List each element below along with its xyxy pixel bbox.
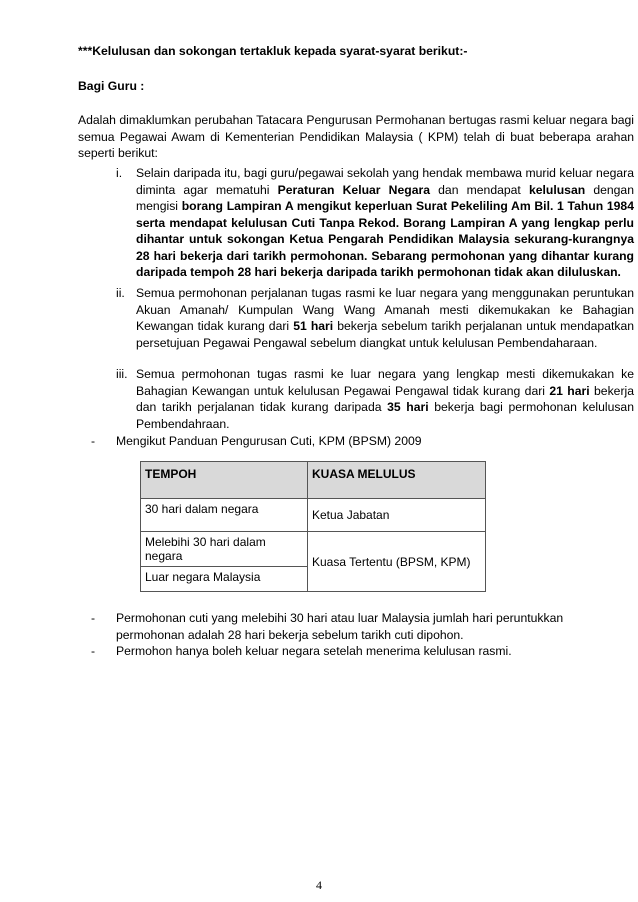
list-number: ii. xyxy=(116,286,125,300)
intro-paragraph: Adalah dimaklumkan perubahan Tatacara Pengurusan Permohanan bertugas rasmi keluar negara bagi semua Pegawai Awam di Kementerian Pendidikan Malaysia ( KPM) telah di buat beberapa arahan seperti berikut: xyxy=(78,113,634,160)
table-row xyxy=(141,532,486,567)
table-cell: Luar negara Malaysia xyxy=(141,567,308,592)
conditions-heading: ***Kelulusan dan sokongan tertakluk kepada syarat-syarat berikut:- xyxy=(78,44,468,58)
table-header-row xyxy=(141,462,486,499)
list-number: i. xyxy=(116,166,123,180)
page-number: 4 xyxy=(316,878,322,892)
list-item-ii xyxy=(116,285,634,351)
bullet-dash: - xyxy=(91,611,96,625)
travel-note: Permohon hanya boleh keluar negara setelah menerima kelulusan rasmi. xyxy=(116,644,512,658)
list-text xyxy=(136,165,634,281)
text-run: bekerja bagi permohonan kelulusan Pembendahraan. xyxy=(136,400,634,431)
bold-run: 21 hari xyxy=(549,383,590,398)
text-run: Semua permohonan tugas rasmi ke luar negara yang lengkap mesti dikemukakan ke Bahagian Kewangan untuk kelulusan Pegawai Pengawal tidak kurang dari xyxy=(136,367,634,398)
table-row xyxy=(141,499,486,532)
bullet-dash: - xyxy=(91,434,96,448)
table-cell: Melebihi 30 hari dalam negara xyxy=(141,532,308,567)
text-run: Selain daripada itu, bagi guru/pegawai sekolah yang hendak membawa murid keluar negara diminta agar mematuhi xyxy=(136,166,634,197)
header-tempoh: TEMPOH xyxy=(141,462,308,499)
list-item-iii xyxy=(116,366,634,432)
text-run: dengan mengisi xyxy=(136,182,634,213)
list-text xyxy=(136,366,634,432)
list-text xyxy=(136,285,634,351)
text-run: bekerja sebelum tarikh perjalanan untuk mendapatkan persetujuan Pegawai Pengawal sebelum diangkat untuk kelulusan Pembendaharaan. xyxy=(136,319,635,350)
teacher-subheading: Bagi Guru : xyxy=(78,79,145,93)
table-cell: Kuasa Tertentu (BPSM, KPM) xyxy=(308,532,486,592)
header-kuasa-melulus: KUASA MELULUS xyxy=(308,462,486,499)
bold-run: kelulusan xyxy=(528,182,586,197)
bold-run: borang Lampiran A mengikut keperluan Surat Pekeliling Am Bil. 1 Tahun 1984 serta mendapat kelulusan Cuti Tanpa Rekod. Borang Lampiran A yang lengkap perlu dihantar untuk sokongan Ketua Pengarah Pendidikan Malaysia sekurang-kurangnya 28 hari bekerja dari tarikh permohonan. Sebarang permohonan yang dihantar kurang daripada tempoh 28 hari bekerja daripada tarikh permohonan tidak akan diluluskan. xyxy=(136,199,634,279)
table-cell: 30 hari dalam negara xyxy=(141,499,308,532)
table-cell: Ketua Jabatan xyxy=(308,499,486,532)
text-run: Semua permohonan perjalanan tugas rasmi ke luar negara yang menggunakan peruntukan Akuan Amanah/ Kumpulan Wang Wang Amanah mesti dikemukakan ke Bahagian Kewangan tidak kurang dari xyxy=(136,286,634,333)
text-run: dan mendapat xyxy=(430,182,529,197)
list-number: iii. xyxy=(116,367,128,381)
text-run: bekerja dan tarikh perjalanan tidak kurang daripada xyxy=(136,383,635,414)
bold-run: 35 hari xyxy=(387,400,429,414)
list-item-i xyxy=(116,165,634,281)
bold-run: Peraturan Keluar Negara xyxy=(277,182,431,197)
bold-run: 51 hari xyxy=(293,319,334,333)
guide-reference: Mengikut Panduan Pengurusan Cuti, KPM (BPSM) 2009 xyxy=(116,434,422,448)
approval-table xyxy=(140,461,486,592)
leave-note: Permohonan cuti yang melebihi 30 hari atau luar Malaysia jumlah hari peruntukkan permohonan adalah 28 hari bekerja sebelum tarikh cuti dipohon. xyxy=(116,611,564,642)
bullet-dash: - xyxy=(91,644,96,658)
